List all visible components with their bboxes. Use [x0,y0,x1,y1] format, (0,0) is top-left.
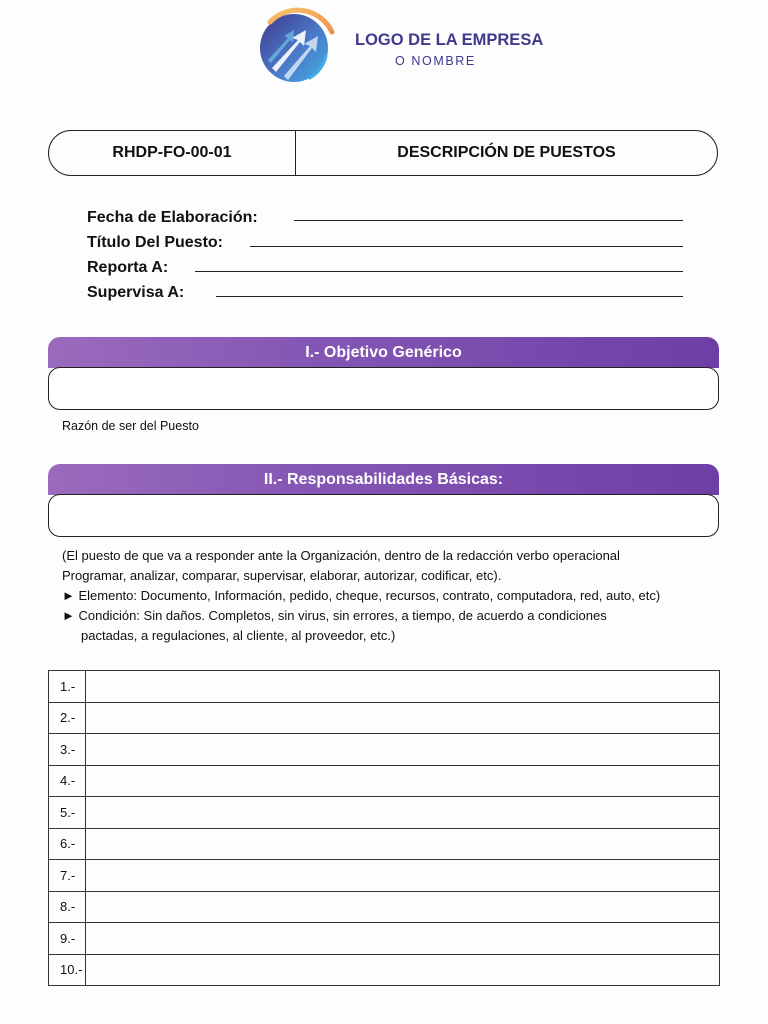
document-code: RHDP-FO-00-01 [49,131,296,175]
objetivo-generico-note: Razón de ser del Puesto [62,419,199,433]
row-input[interactable] [86,702,720,734]
responsabilidades-input[interactable] [48,494,719,537]
table-row [49,765,720,797]
document-title: DESCRIPCIÓN DE PUESTOS [397,144,616,161]
instruction-line: ► Condición: Sin daños. Completos, sin virus, sin errores, a tiempo, de acuerdo a condiciones [62,608,607,623]
row-number: 10.- [49,954,86,986]
row-number: 2.- [49,702,86,734]
field-fecha-elaboracion-input[interactable] [294,220,683,221]
row-number: 8.- [49,891,86,923]
row-input[interactable] [86,797,720,829]
row-number: 6.- [49,828,86,860]
table-row [49,828,720,860]
field-supervisa-a-input[interactable] [216,296,683,297]
table-row [49,702,720,734]
instructions-block [62,546,660,646]
table-row [49,797,720,829]
objetivo-generico-input[interactable] [48,367,719,410]
row-input[interactable] [86,891,720,923]
section-title: II.- Responsabilidades Básicas: [263,470,504,488]
table-row [49,734,720,766]
row-number: 5.- [49,797,86,829]
field-label: Supervisa A: [87,284,185,301]
table-row [49,891,720,923]
field-label: Título Del Puesto: [87,234,223,251]
row-input[interactable] [86,828,720,860]
table-row [49,860,720,892]
instruction-line: Programar, analizar, comparar, supervisar, elaborar, autorizar, codificar, etc). [62,568,502,583]
field-reporta-a [87,256,168,278]
row-number: 3.- [49,734,86,766]
responsibilities-table [48,670,720,986]
row-input[interactable] [86,734,720,766]
field-fecha-elaboracion [87,206,258,228]
logo-title: LOGO DE LA EMPRESA [355,31,544,49]
section-title: I.- Objetivo Genérico [305,343,462,361]
field-label: Reporta A: [87,259,169,276]
section-objetivo-generico-header [48,337,719,368]
instruction-line: (El puesto de que va a responder ante la Organización, dentro de la redacción verbo operacional [62,548,620,563]
row-input[interactable] [86,765,720,797]
field-titulo-puesto-input[interactable] [250,246,683,247]
logo-subtitle: O NOMBRE [395,54,476,68]
field-supervisa-a [87,281,184,303]
section-responsabilidades-header [48,464,719,495]
instruction-line: ► Elemento: Documento, Información, pedido, cheque, recursos, contrato, computadora, red, auto, etc) [62,588,661,603]
row-number: 4.- [49,765,86,797]
row-input[interactable] [86,954,720,986]
field-label: Fecha de Elaboración: [87,209,258,226]
row-number: 1.- [49,671,86,703]
row-input[interactable] [86,923,720,955]
document-header [48,130,718,176]
company-logo [258,2,544,92]
field-titulo-puesto [87,231,223,253]
table-row [49,923,720,955]
field-reporta-a-input[interactable] [195,271,683,272]
table-row [49,954,720,986]
table-row [49,671,720,703]
row-input[interactable] [86,671,720,703]
row-number: 9.- [49,923,86,955]
row-input[interactable] [86,860,720,892]
instruction-line: pactadas, a regulaciones, al cliente, al proveedor, etc.) [81,628,396,643]
growth-arrows-logo-icon [258,2,336,90]
row-number: 7.- [49,860,86,892]
